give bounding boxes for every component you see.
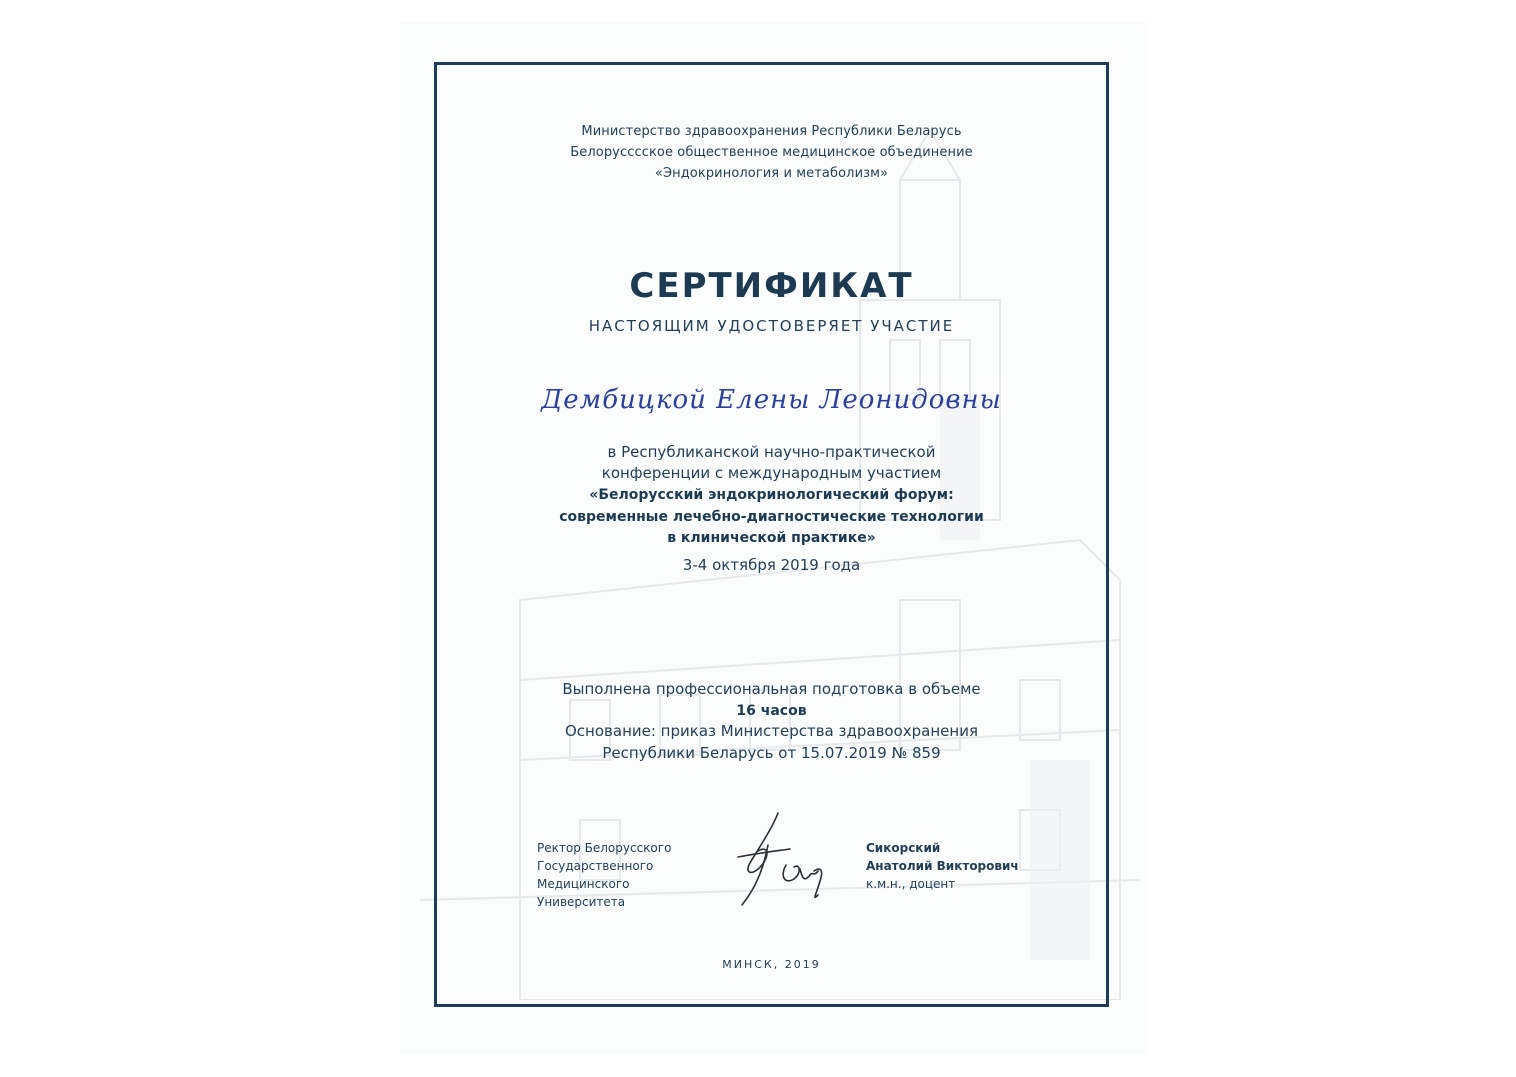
signatory-position-2: Государственного <box>537 859 654 873</box>
signatory-position-1: Ректор Белорусского <box>537 841 672 855</box>
certificate-title: СЕРТИФИКАТ <box>629 266 914 306</box>
signatory-position-3: Медицинского <box>537 877 630 891</box>
basis-line-1: Основание: приказ Министерства здравоохранения <box>565 722 978 740</box>
event-title-line-2: современные лечебно-диагностические технологии <box>559 509 984 525</box>
event-line-2: конференции с международным участием <box>601 464 942 482</box>
recipient-name: Дембицкой Елены Леонидовны <box>541 385 1002 415</box>
city-year: МИНСК, 2019 <box>722 958 821 971</box>
signatory-full-name: Анатолий Викторович <box>866 859 1019 873</box>
signature <box>728 805 838 915</box>
training-hours: 16 часов <box>736 703 807 719</box>
signatory-surname: Сикорский <box>866 841 941 855</box>
association-line: Белорусссское общественное медицинское объединение <box>570 145 973 160</box>
event-line-1: в Республиканской научно-практической <box>607 443 936 461</box>
certificate-subtitle: НАСТОЯЩИМ УДОСТОВЕРЯЕТ УЧАСТИЕ <box>588 317 955 335</box>
basis-line-2: Республики Беларусь от 15.07.2019 № 859 <box>602 744 941 762</box>
event-title-line-3: в клинической практике» <box>667 530 876 546</box>
event-dates: 3-4 октября 2019 года <box>682 556 861 574</box>
ministry-line: Министерство здравоохранения Республики Беларусь <box>581 124 962 139</box>
association-name-line: «Эндокринология и метаболизм» <box>654 166 889 181</box>
event-title-line-1: «Белорусский эндокринологический форум: <box>589 487 954 503</box>
training-line: Выполнена профессиональная подготовка в объеме <box>562 680 981 698</box>
signatory-position-4: Университета <box>537 895 626 909</box>
signatory-degree: к.м.н., доцент <box>866 877 956 891</box>
